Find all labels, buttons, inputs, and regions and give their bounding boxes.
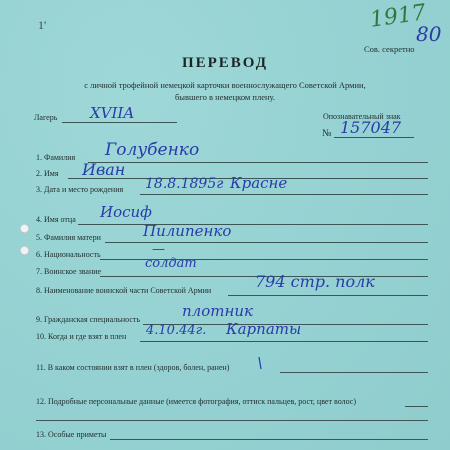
ink-tick-mark xyxy=(257,356,267,370)
subtitle-line-2: бывшего в немецком плену. xyxy=(174,92,276,102)
page-title: ПЕРЕВОД xyxy=(181,55,269,71)
classification-stamp: Сов. секретно xyxy=(364,44,415,54)
punch-hole-bottom xyxy=(20,246,29,255)
field-10-line xyxy=(140,341,428,342)
tag-prefix: № xyxy=(322,128,332,139)
field-9-value: плотник xyxy=(182,302,253,320)
field-1-label: 1. Фамилия xyxy=(36,153,76,162)
field-5-label: 5. Фамилия матери xyxy=(36,233,101,242)
field-2-value: Иван xyxy=(82,160,126,179)
camp-line xyxy=(62,122,177,123)
field-12-line-2 xyxy=(36,420,428,421)
field-4-label: 4. Имя отца xyxy=(36,215,76,224)
field-8-label: 8. Наименование воинской части Советской Армии xyxy=(36,286,212,295)
field-7-label: 7. Воинское звание xyxy=(36,267,102,276)
field-8-line xyxy=(228,295,428,296)
field-11-line xyxy=(280,372,428,373)
field-1-line xyxy=(88,162,428,163)
camp-value: XVIIA xyxy=(90,104,135,122)
field-2-label: 2. Имя xyxy=(36,169,59,178)
field-6-label: 6. Национальность xyxy=(36,250,101,259)
field-3-label: 3. Дата и место рождения xyxy=(36,185,124,194)
field-3-birthdate: 18.8.1895г xyxy=(145,176,224,192)
field-3-line xyxy=(140,194,428,195)
field-8-value: 794 стр. полк xyxy=(255,272,375,291)
field-3-birthplace: Красне xyxy=(230,174,288,192)
field-12-line xyxy=(405,406,428,407)
field-1-value: Голубенко xyxy=(105,140,200,160)
registry-number-overwrite: 80 xyxy=(416,22,442,46)
tag-value: 157047 xyxy=(340,118,402,137)
field-5-value: Пилипенко xyxy=(143,222,232,240)
field-4-value: Иосиф xyxy=(100,203,152,221)
camp-label: Лагерь xyxy=(34,113,58,122)
registry-number: 1917 xyxy=(368,0,428,33)
tag-line xyxy=(334,137,414,138)
field-6-value: — xyxy=(152,242,165,257)
tag-label: Опознавательный знак xyxy=(323,112,401,121)
field-10-place: Карпаты xyxy=(226,320,302,338)
field-11-label: 11. В каком состоянии взят в плен (здоров, болен, ранен) xyxy=(36,363,230,372)
field-10-date: 4.10.44г. xyxy=(146,323,207,338)
field-10-label: 10. Когда и где взят в плен xyxy=(36,332,127,341)
subtitle-line-1: с личной трофейной немецкой карточки военнослужащего Советской Армии, xyxy=(84,80,366,90)
field-4-line xyxy=(78,224,428,225)
field-9-label: 9. Гражданская специальность xyxy=(36,315,141,324)
field-13-line xyxy=(110,439,428,440)
field-13-label: 13. Особые приметы xyxy=(36,430,107,439)
punch-hole-top xyxy=(20,224,29,233)
field-7-value: солдат xyxy=(145,256,197,271)
corner-mark: 1' xyxy=(38,18,47,32)
field-12-label: 12. Подробные персональные данные (имеется фотография, оттиск пальцев, рост, цвет волос) xyxy=(36,397,356,406)
